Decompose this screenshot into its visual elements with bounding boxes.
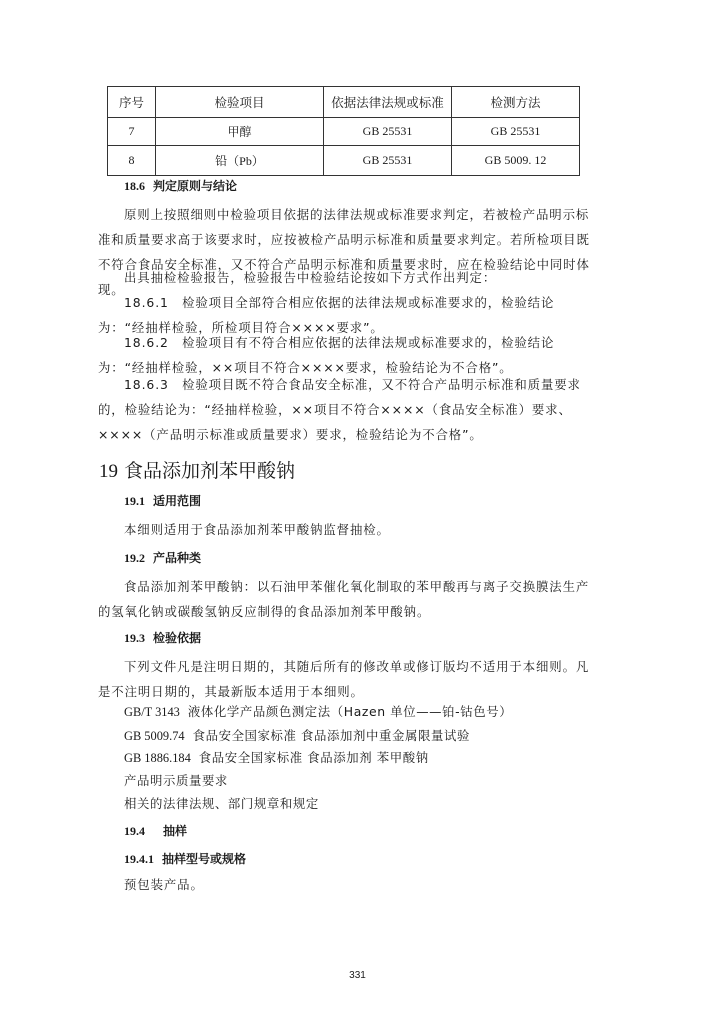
- cell-item: 铅（Pb）: [156, 146, 324, 176]
- section-19-2-heading: 19.2 产品种类: [124, 551, 202, 565]
- paragraph-product-type: 食品添加剂苯甲酸钠：以石油甲苯催化氧化制取的苯甲酸再与离子交换膜法生产的氢氧化钠或碳酸氢钠反应制得的食品添加剂苯甲酸钠。: [98, 579, 590, 619]
- cell-method: GB 5009. 12: [452, 146, 580, 176]
- col-header-standard: 依据法律法规或标准: [324, 87, 452, 118]
- chapter-19-heading: 19 食品添加剂苯甲酸钠: [99, 460, 296, 482]
- reference-item: GB 1886.184 食品安全国家标准 食品添加剂 苯甲酸钠: [124, 750, 429, 765]
- section-19-1-heading: 19.1 适用范围: [124, 494, 202, 508]
- section-19-4-heading: 19.4 抽样: [124, 824, 188, 838]
- paragraph-references-intro: 下列文件凡是注明日期的，其随后所有的修改单或修订版均不适用于本细则。凡是不注明日期的，其最新版本适用于本细则。: [98, 659, 590, 699]
- reference-item: GB 5009.74 食品安全国家标准 食品添加剂中重金属限量试验: [124, 728, 470, 743]
- cell-index: 7: [108, 118, 156, 146]
- cell-index: 8: [108, 146, 156, 176]
- reference-item: 相关的法律法规、部门规章和规定: [124, 796, 319, 811]
- section-18-6-heading: 18.6 判定原则与结论: [124, 179, 238, 193]
- paragraph-judgment-principle: 原则上按照细则中检验项目依据的法律法规或标准要求判定，若被检产品明示标准和质量要求高于该要求时，应按被检产品明示标准和质量要求判定。若所检项目既不符合食品安全标准，又不符合产品明示标准和质量要求时，应在检验结论中同时体现。: [98, 207, 590, 297]
- cell-standard: GB 25531: [324, 118, 452, 146]
- paragraph-sampling-spec: 预包装产品。: [124, 877, 204, 892]
- paragraph-18-6-3: 18.6.3 检验项目既不符合食品安全标准，又不符合产品明示标准和质量要求的，检验结论为：“经抽样检验，××项目不符合××××（食品安全标准）要求、××××（产品明示标准或质量要求）要求，检验结论为不合格”。: [98, 377, 581, 442]
- col-header-item: 检验项目: [156, 87, 324, 118]
- reference-item: 产品明示质量要求: [124, 773, 228, 788]
- section-19-4-1-heading: 19.4.1 抽样型号或规格: [124, 852, 247, 866]
- cell-standard: GB 25531: [324, 146, 452, 176]
- paragraph-report-intro: 出具抽检检验报告，检验报告中检验结论按如下方式作出判定：: [124, 270, 497, 285]
- section-19-3-heading: 19.3 检验依据: [124, 631, 202, 645]
- page-number: 331: [349, 970, 366, 981]
- cell-item: 甲醇: [156, 118, 324, 146]
- paragraph-18-6-1: 18.6.1 检验项目全部符合相应依据的法律法规或标准要求的，检验结论为：“经抽样检验，所检项目符合××××要求”。: [98, 295, 555, 335]
- col-header-method: 检测方法: [452, 87, 580, 118]
- table-row: [108, 146, 580, 176]
- paragraph-scope: 本细则适用于食品添加剂苯甲酸钠监督抽检。: [124, 522, 390, 537]
- reference-item: GB/T 3143 液体化学产品颜色测定法（Hazen 单位——铂-钴色号）: [124, 704, 513, 719]
- paragraph-18-6-2: 18.6.2 检验项目有不符合相应依据的法律法规或标准要求的，检验结论为：“经抽样检验，××项目不符合××××要求，检验结论为不合格”。: [98, 335, 555, 375]
- col-header-index: 序号: [108, 87, 156, 118]
- table-header-row: [108, 87, 580, 118]
- cell-method: GB 25531: [452, 118, 580, 146]
- table-row: [108, 118, 580, 146]
- inspection-items-table: [107, 86, 580, 176]
